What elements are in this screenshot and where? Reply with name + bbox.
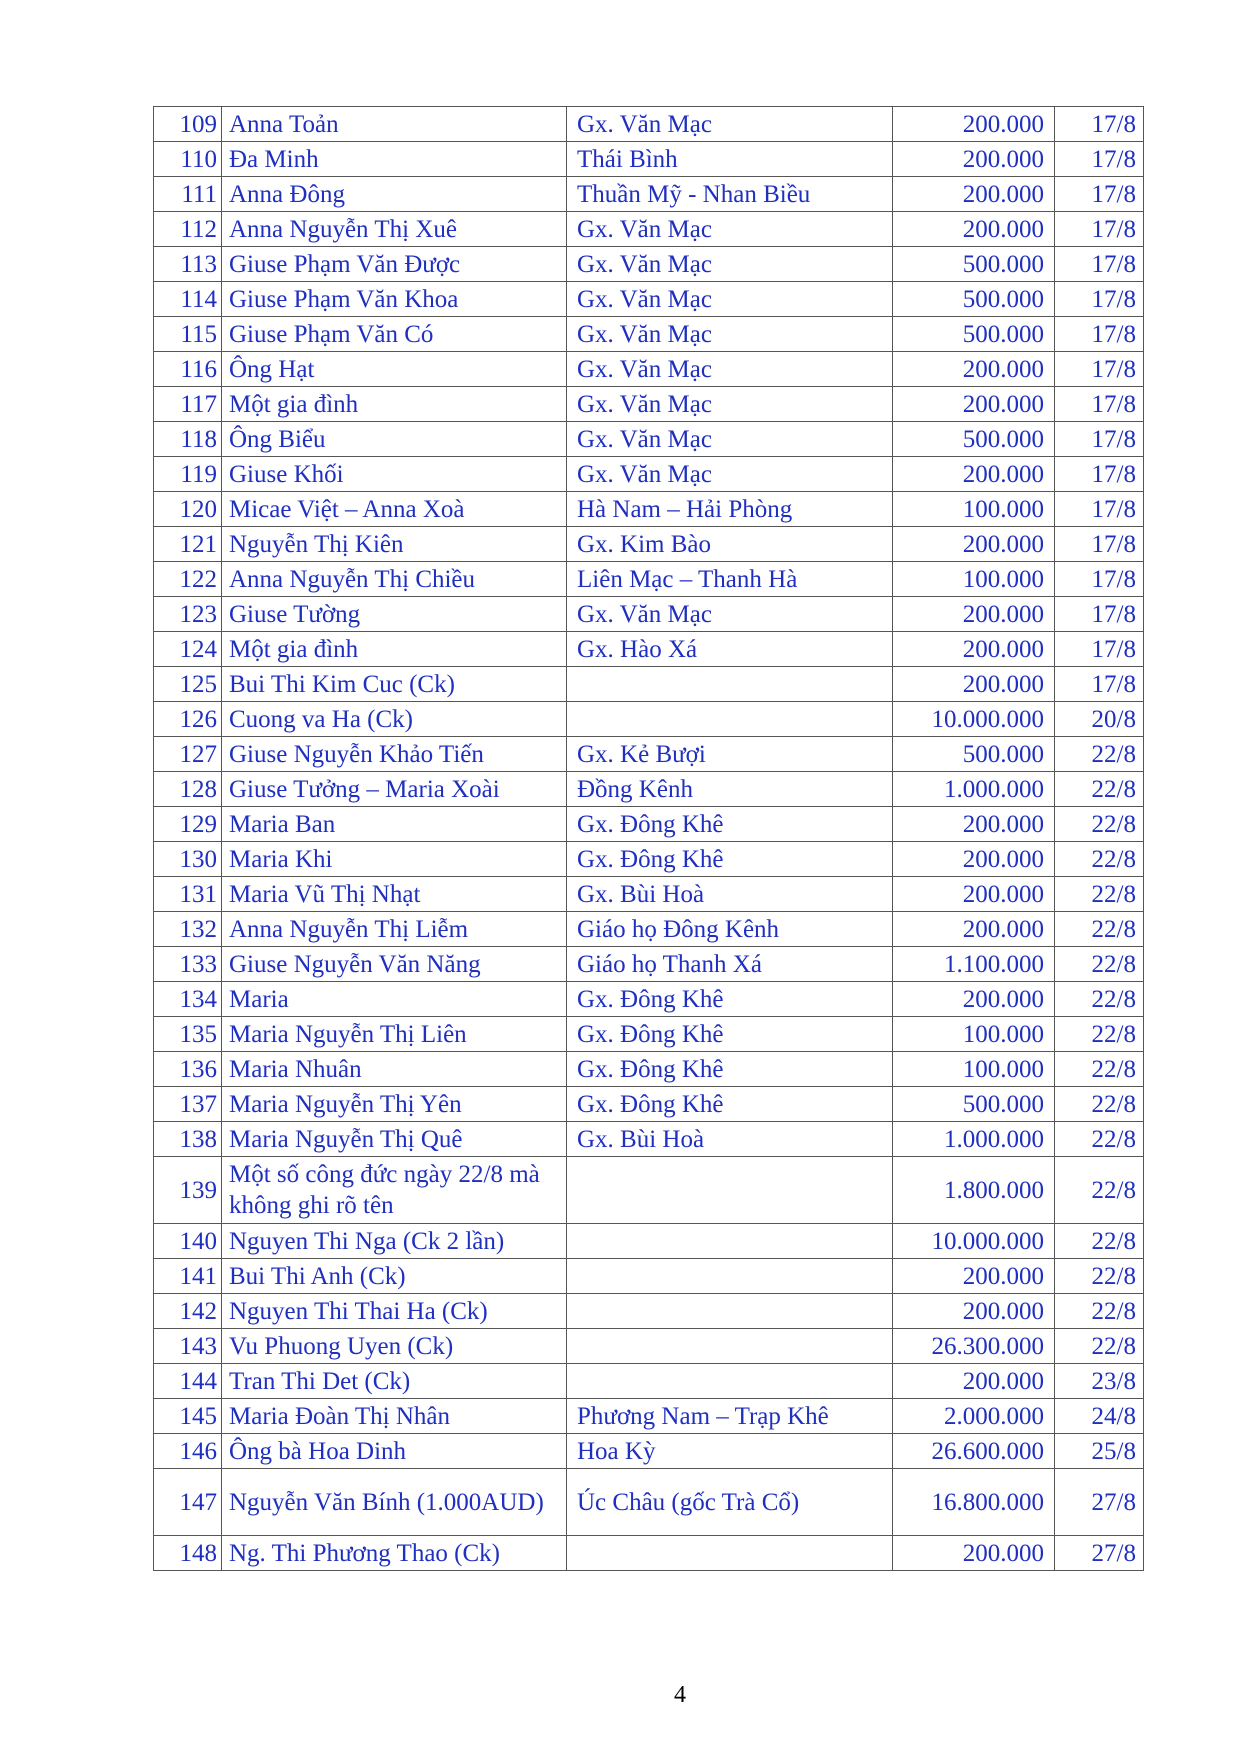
donation-amount: 500.000 [893, 247, 1055, 282]
donations-table [153, 106, 1144, 1571]
row-number: 119 [154, 457, 222, 492]
donor-name: Giuse Tưởng – Maria Xoài [222, 772, 567, 807]
donor-name: Ng. Thi Phương Thao (Ck) [222, 1536, 567, 1571]
donor-name: Maria Ban [222, 807, 567, 842]
donation-date: 17/8 [1055, 107, 1144, 142]
donor-name: Ông Biểu [222, 422, 567, 457]
donor-name: Maria Nguyễn Thị Yên [222, 1087, 567, 1122]
donation-date: 27/8 [1055, 1536, 1144, 1571]
table-row [154, 562, 1144, 597]
parish-place: Phương Nam – Trạp Khê [567, 1399, 893, 1434]
donor-name: Maria [222, 982, 567, 1017]
table-row [154, 842, 1144, 877]
donor-name: Anna Đông [222, 177, 567, 212]
row-number: 134 [154, 982, 222, 1017]
row-number: 116 [154, 352, 222, 387]
donation-date: 17/8 [1055, 597, 1144, 632]
table-row [154, 212, 1144, 247]
row-number: 117 [154, 387, 222, 422]
donation-date: 25/8 [1055, 1434, 1144, 1469]
donation-date: 17/8 [1055, 142, 1144, 177]
donation-amount: 200.000 [893, 1536, 1055, 1571]
donation-amount: 200.000 [893, 1259, 1055, 1294]
donor-name: Micae Việt – Anna Xoà [222, 492, 567, 527]
donation-date: 22/8 [1055, 1017, 1144, 1052]
row-number: 109 [154, 107, 222, 142]
donor-name: Giuse Khối [222, 457, 567, 492]
parish-place [567, 1536, 893, 1571]
donation-date: 17/8 [1055, 527, 1144, 562]
donation-amount: 26.300.000 [893, 1329, 1055, 1364]
donation-date: 17/8 [1055, 282, 1144, 317]
donation-amount: 200.000 [893, 667, 1055, 702]
table-row [154, 1224, 1144, 1259]
parish-place: Gx. Đông Khê [567, 842, 893, 877]
donor-name: Nguyễn Thị Kiên [222, 527, 567, 562]
donation-date: 17/8 [1055, 317, 1144, 352]
parish-place: Liên Mạc – Thanh Hà [567, 562, 893, 597]
parish-place: Gx. Đông Khê [567, 1087, 893, 1122]
donor-name: Maria Nguyễn Thị Quê [222, 1122, 567, 1157]
donor-name: Một gia đình [222, 387, 567, 422]
donation-amount: 1.100.000 [893, 947, 1055, 982]
parish-place: Gx. Hào Xá [567, 632, 893, 667]
donation-amount: 200.000 [893, 527, 1055, 562]
donation-amount: 26.600.000 [893, 1434, 1055, 1469]
donor-name: Vu Phuong Uyen (Ck) [222, 1329, 567, 1364]
parish-place: Gx. Bùi Hoà [567, 1122, 893, 1157]
donor-name: Giuse Nguyễn Văn Năng [222, 947, 567, 982]
donor-name: Cuong va Ha (Ck) [222, 702, 567, 737]
donation-amount: 200.000 [893, 982, 1055, 1017]
donation-date: 23/8 [1055, 1364, 1144, 1399]
table-row [154, 317, 1144, 352]
parish-place [567, 702, 893, 737]
table-row [154, 1157, 1144, 1224]
parish-place: Úc Châu (gốc Trà Cổ) [567, 1469, 893, 1536]
donation-date: 27/8 [1055, 1469, 1144, 1536]
donation-amount: 16.800.000 [893, 1469, 1055, 1536]
row-number: 133 [154, 947, 222, 982]
donation-amount: 200.000 [893, 212, 1055, 247]
table-row [154, 702, 1144, 737]
parish-place: Gx. Văn Mạc [567, 212, 893, 247]
donor-name: Bui Thi Anh (Ck) [222, 1259, 567, 1294]
row-number: 143 [154, 1329, 222, 1364]
donation-date: 17/8 [1055, 387, 1144, 422]
parish-place: Gx. Văn Mạc [567, 422, 893, 457]
parish-place [567, 1364, 893, 1399]
parish-place: Giáo họ Đông Kênh [567, 912, 893, 947]
parish-place: Đồng Kênh [567, 772, 893, 807]
donation-date: 22/8 [1055, 912, 1144, 947]
row-number: 130 [154, 842, 222, 877]
donation-date: 22/8 [1055, 807, 1144, 842]
row-number: 131 [154, 877, 222, 912]
row-number: 129 [154, 807, 222, 842]
parish-place: Hà Nam – Hải Phòng [567, 492, 893, 527]
donation-amount: 200.000 [893, 1294, 1055, 1329]
parish-place: Gx. Kẻ Bượi [567, 737, 893, 772]
table-row [154, 247, 1144, 282]
parish-place: Gx. Văn Mạc [567, 317, 893, 352]
parish-place: Gx. Đông Khê [567, 807, 893, 842]
table-row [154, 667, 1144, 702]
row-number: 136 [154, 1052, 222, 1087]
donor-name: Nguyen Thi Nga (Ck 2 lần) [222, 1224, 567, 1259]
donor-name: Ông Hạt [222, 352, 567, 387]
row-number: 123 [154, 597, 222, 632]
donation-amount: 500.000 [893, 737, 1055, 772]
donation-date: 17/8 [1055, 352, 1144, 387]
donor-name: Một số công đức ngày 22/8 mà không ghi rõ tên [222, 1157, 567, 1224]
row-number: 137 [154, 1087, 222, 1122]
table-row [154, 1122, 1144, 1157]
row-number: 139 [154, 1157, 222, 1224]
donation-date: 17/8 [1055, 247, 1144, 282]
table-row [154, 772, 1144, 807]
donation-amount: 100.000 [893, 492, 1055, 527]
donation-date: 17/8 [1055, 422, 1144, 457]
donation-date: 22/8 [1055, 877, 1144, 912]
table-row [154, 1536, 1144, 1571]
parish-place [567, 1329, 893, 1364]
parish-place: Gx. Văn Mạc [567, 107, 893, 142]
table-row [154, 387, 1144, 422]
row-number: 125 [154, 667, 222, 702]
table-row [154, 597, 1144, 632]
parish-place: Gx. Đông Khê [567, 1017, 893, 1052]
donation-date: 22/8 [1055, 1329, 1144, 1364]
donor-name: Maria Nhuân [222, 1052, 567, 1087]
row-number: 140 [154, 1224, 222, 1259]
table-row [154, 1364, 1144, 1399]
donor-name: Anna Nguyễn Thị Liễm [222, 912, 567, 947]
table-row [154, 457, 1144, 492]
row-number: 110 [154, 142, 222, 177]
donation-date: 17/8 [1055, 632, 1144, 667]
donation-date: 22/8 [1055, 1052, 1144, 1087]
donation-amount: 200.000 [893, 142, 1055, 177]
parish-place [567, 667, 893, 702]
donor-name: Giuse Phạm Văn Có [222, 317, 567, 352]
donation-amount: 200.000 [893, 352, 1055, 387]
page-number: 4 [674, 1682, 686, 1708]
donation-amount: 500.000 [893, 1087, 1055, 1122]
row-number: 146 [154, 1434, 222, 1469]
parish-place: Gx. Văn Mạc [567, 387, 893, 422]
donation-amount: 2.000.000 [893, 1399, 1055, 1434]
donation-date: 22/8 [1055, 737, 1144, 772]
row-number: 120 [154, 492, 222, 527]
table-row [154, 492, 1144, 527]
row-number: 122 [154, 562, 222, 597]
donation-date: 22/8 [1055, 1224, 1144, 1259]
donor-name: Maria Vũ Thị Nhạt [222, 877, 567, 912]
row-number: 145 [154, 1399, 222, 1434]
donation-date: 22/8 [1055, 1259, 1144, 1294]
donor-name: Nguyen Thi Thai Ha (Ck) [222, 1294, 567, 1329]
parish-place: Thái Bình [567, 142, 893, 177]
donor-name: Giuse Phạm Văn Được [222, 247, 567, 282]
table-row [154, 1087, 1144, 1122]
parish-place: Gx. Đông Khê [567, 1052, 893, 1087]
table-row [154, 107, 1144, 142]
row-number: 138 [154, 1122, 222, 1157]
parish-place: Gx. Văn Mạc [567, 282, 893, 317]
donation-amount: 1.800.000 [893, 1157, 1055, 1224]
donation-date: 17/8 [1055, 212, 1144, 247]
donation-date: 17/8 [1055, 562, 1144, 597]
row-number: 114 [154, 282, 222, 317]
donation-amount: 500.000 [893, 282, 1055, 317]
table-row [154, 352, 1144, 387]
donation-date: 22/8 [1055, 1122, 1144, 1157]
parish-place: Giáo họ Thanh Xá [567, 947, 893, 982]
donor-name: Giuse Phạm Văn Khoa [222, 282, 567, 317]
table-row [154, 632, 1144, 667]
table-row [154, 737, 1144, 772]
donation-amount: 200.000 [893, 632, 1055, 667]
parish-place: Gx. Văn Mạc [567, 597, 893, 632]
donation-amount: 200.000 [893, 457, 1055, 492]
parish-place: Gx. Văn Mạc [567, 247, 893, 282]
row-number: 113 [154, 247, 222, 282]
donation-date: 22/8 [1055, 982, 1144, 1017]
donor-name: Một gia đình [222, 632, 567, 667]
donation-amount: 200.000 [893, 877, 1055, 912]
donation-date: 22/8 [1055, 842, 1144, 877]
donation-amount: 200.000 [893, 597, 1055, 632]
donation-amount: 200.000 [893, 1364, 1055, 1399]
parish-place [567, 1259, 893, 1294]
parish-place [567, 1157, 893, 1224]
donation-amount: 10.000.000 [893, 1224, 1055, 1259]
row-number: 121 [154, 527, 222, 562]
table-row [154, 1017, 1144, 1052]
donation-date: 22/8 [1055, 1157, 1144, 1224]
table-row [154, 912, 1144, 947]
parish-place: Gx. Văn Mạc [567, 457, 893, 492]
row-number: 128 [154, 772, 222, 807]
donation-amount: 200.000 [893, 912, 1055, 947]
donation-amount: 100.000 [893, 1052, 1055, 1087]
row-number: 115 [154, 317, 222, 352]
donor-name: Đa Minh [222, 142, 567, 177]
table-row [154, 1259, 1144, 1294]
donation-amount: 100.000 [893, 1017, 1055, 1052]
row-number: 144 [154, 1364, 222, 1399]
donor-name: Giuse Tường [222, 597, 567, 632]
table-row [154, 877, 1144, 912]
donor-name: Anna Nguyễn Thị Xuê [222, 212, 567, 247]
table-row [154, 807, 1144, 842]
table-row [154, 177, 1144, 212]
row-number: 141 [154, 1259, 222, 1294]
table-row [154, 947, 1144, 982]
row-number: 148 [154, 1536, 222, 1571]
row-number: 142 [154, 1294, 222, 1329]
table-row [154, 282, 1144, 317]
row-number: 126 [154, 702, 222, 737]
table-row [154, 142, 1144, 177]
row-number: 127 [154, 737, 222, 772]
parish-place: Gx. Đông Khê [567, 982, 893, 1017]
table-row [154, 1469, 1144, 1536]
donor-name: Bui Thi Kim Cuc (Ck) [222, 667, 567, 702]
donation-date: 24/8 [1055, 1399, 1144, 1434]
parish-place: Hoa Kỳ [567, 1434, 893, 1469]
donation-amount: 200.000 [893, 842, 1055, 877]
donation-amount: 200.000 [893, 177, 1055, 212]
donation-amount: 100.000 [893, 562, 1055, 597]
row-number: 124 [154, 632, 222, 667]
donation-amount: 1.000.000 [893, 772, 1055, 807]
donation-amount: 1.000.000 [893, 1122, 1055, 1157]
row-number: 111 [154, 177, 222, 212]
parish-place: Gx. Kim Bào [567, 527, 893, 562]
donor-name: Anna Nguyễn Thị Chiều [222, 562, 567, 597]
donor-name: Giuse Nguyễn Khảo Tiến [222, 737, 567, 772]
parish-place [567, 1224, 893, 1259]
donation-amount: 500.000 [893, 317, 1055, 352]
donation-amount: 200.000 [893, 107, 1055, 142]
table-row [154, 527, 1144, 562]
donation-date: 17/8 [1055, 667, 1144, 702]
donation-amount: 200.000 [893, 807, 1055, 842]
table-row [154, 982, 1144, 1017]
parish-place: Gx. Bùi Hoà [567, 877, 893, 912]
parish-place [567, 1294, 893, 1329]
donation-date: 17/8 [1055, 457, 1144, 492]
row-number: 147 [154, 1469, 222, 1536]
donation-amount: 10.000.000 [893, 702, 1055, 737]
donor-name: Nguyễn Văn Bính (1.000AUD) [222, 1469, 567, 1536]
table-row [154, 422, 1144, 457]
table-body [154, 107, 1144, 1571]
row-number: 132 [154, 912, 222, 947]
table-row [154, 1329, 1144, 1364]
donation-date: 17/8 [1055, 492, 1144, 527]
donation-date: 22/8 [1055, 947, 1144, 982]
donation-date: 22/8 [1055, 1087, 1144, 1122]
donation-date: 22/8 [1055, 772, 1144, 807]
parish-place: Gx. Văn Mạc [567, 352, 893, 387]
donor-name: Maria Khi [222, 842, 567, 877]
donor-name: Maria Nguyễn Thị Liên [222, 1017, 567, 1052]
table-row [154, 1399, 1144, 1434]
donation-date: 20/8 [1055, 702, 1144, 737]
table-row [154, 1294, 1144, 1329]
donor-name: Anna Toản [222, 107, 567, 142]
row-number: 118 [154, 422, 222, 457]
donor-name: Tran Thi Det (Ck) [222, 1364, 567, 1399]
table-row [154, 1434, 1144, 1469]
donor-name: Maria Đoàn Thị Nhân [222, 1399, 567, 1434]
donation-amount: 200.000 [893, 387, 1055, 422]
table-row [154, 1052, 1144, 1087]
donation-date: 17/8 [1055, 177, 1144, 212]
donation-date: 22/8 [1055, 1294, 1144, 1329]
row-number: 112 [154, 212, 222, 247]
donation-amount: 500.000 [893, 422, 1055, 457]
donor-name: Ông bà Hoa Dinh [222, 1434, 567, 1469]
parish-place: Thuần Mỹ - Nhan Biều [567, 177, 893, 212]
row-number: 135 [154, 1017, 222, 1052]
